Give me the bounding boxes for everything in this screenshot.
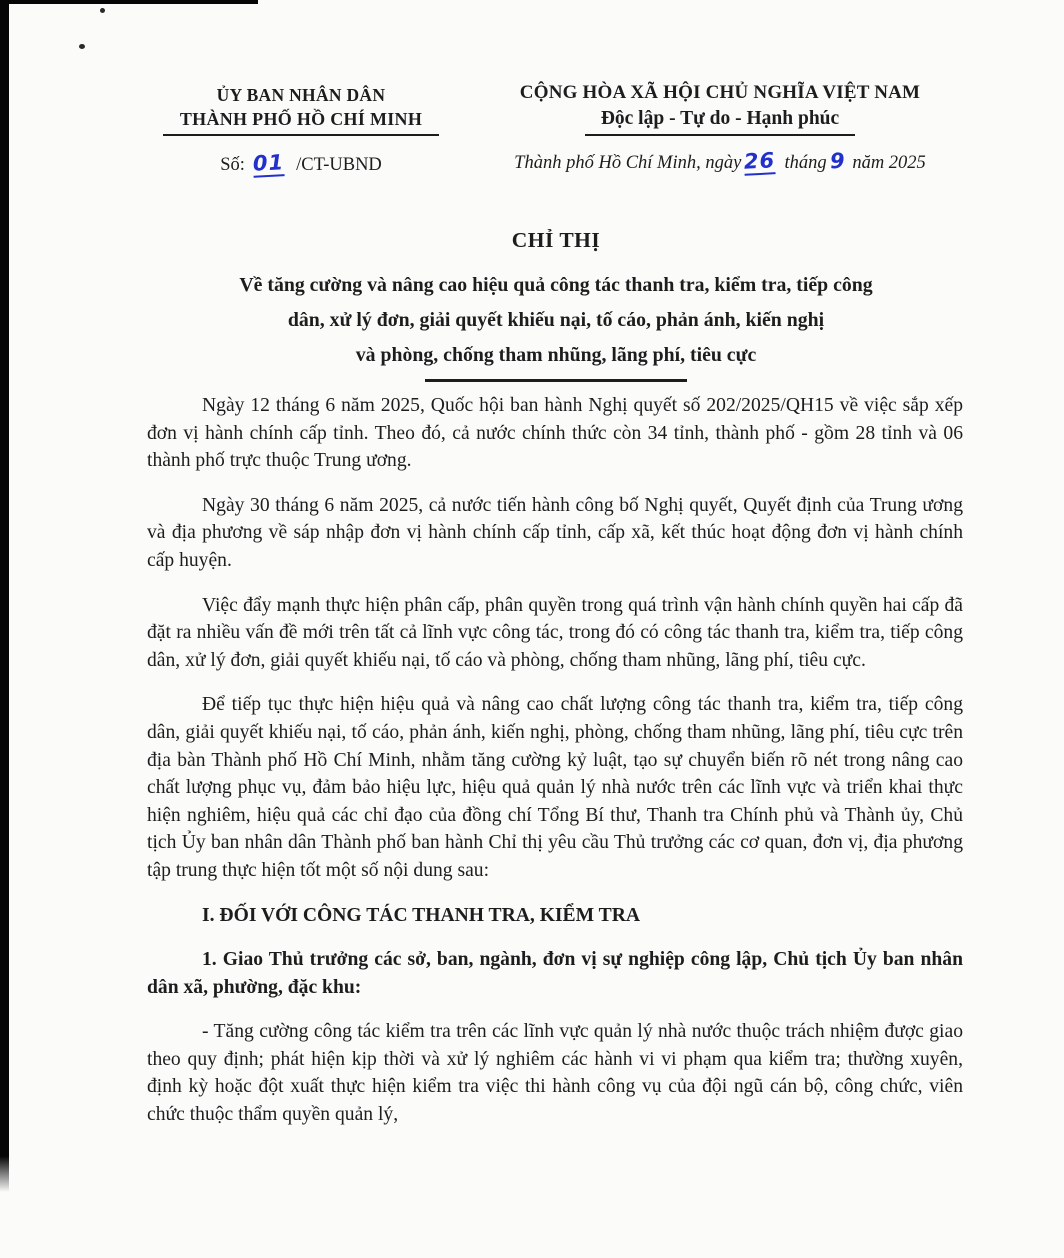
subject-line: dân, xử lý đơn, giải quyết khiếu nại, tố cáo, phản ánh, kiến nghị <box>287 309 825 331</box>
document-number-line <box>148 150 454 177</box>
issuer-underline <box>163 134 439 136</box>
motto-underline <box>585 134 855 136</box>
dateline-middle: tháng <box>784 153 827 173</box>
scan-edge-left <box>0 0 9 1192</box>
document-subject <box>147 268 965 373</box>
subject-line: Về tăng cường và nâng cao hiệu quả công tác thanh tra, kiểm tra, tiếp công <box>239 274 873 296</box>
paragraph: Việc đẩy mạnh thực hiện phân cấp, phân quyền trong quá trình vận hành chính quyền hai cấp đã đặt ra nhiều vấn đề mới trên tất cả lĩnh vực công tác, trong đó có công tác thanh tra, kiểm tra, tiếp công dân, xử lý đơn, giải quyết khiếu nại, tố cáo và phòng, chống tham nhũng, lãng phí, tiêu cực. <box>147 594 963 671</box>
place-date-line <box>468 148 972 175</box>
paragraph: Ngày 12 tháng 6 năm 2025, Quốc hội ban hành Nghị quyết số 202/2025/QH15 về việc sắp xếp đơn vị hành chính cấp tỉnh. Theo đó, cả nước chính thức còn 34 tỉnh, thành phố - gồm 28 tỉnh và 06 thành phố trực thuộc Trung ương. <box>147 395 963 472</box>
item-heading: 1. Giao Thủ trưởng các sở, ban, ngành, đơn vị sự nghiệp công lập, Chủ tịch Ủy ban nhân dân xã, phường, đặc khu: <box>147 949 963 998</box>
subject-line: và phòng, chống tham nhũng, lãng phí, tiêu cực <box>355 344 757 366</box>
title-underline <box>425 379 687 382</box>
document-number-label: Số: <box>220 155 245 175</box>
country-name: CỘNG HÒA XÃ HỘI CHỦ NGHĨA VIỆT NAM <box>519 82 921 103</box>
document-number-suffix: /CT-UBND <box>296 155 382 175</box>
paragraph: Để tiếp tục thực hiện hiệu quả và nâng cao chất lượng công tác thanh tra, kiểm tra, tiếp công dân, giải quyết khiếu nại, tố cáo, phản ánh, kiến nghị, phòng, chống tham nhũng, lãng phí, tiêu cực trên địa bàn Thành phố Hồ Chí Minh, nhằm tăng cường kỷ luật, tạo sự chuyển biến rõ nét trong nâng cao chất lượng phục vụ, đảm bảo hiệu lực, hiệu quả quản lý nhà nước trên các lĩnh vực và triển khai thực hiện nghiêm, hiệu quả các chỉ đạo của đồng chí Tổng Bí thư, Thanh tra Chính phủ và Thành ủy, Chủ tịch Ủy ban nhân dân Thành phố ban hành Chỉ thị yêu cầu Thủ trưởng các cơ quan, đơn vị, địa phương tập trung thực hiện tốt một số nội dung sau: <box>147 694 963 881</box>
title-block <box>147 228 965 382</box>
issuer-name-line1: ỦY BAN NHÂN DÂN <box>216 85 386 105</box>
document-number-handwritten: 01 <box>252 150 285 176</box>
document-body <box>147 392 963 1146</box>
scan-edge-top <box>0 0 258 4</box>
ink-speck <box>100 8 105 13</box>
ink-speck <box>79 44 85 49</box>
list-paragraph: - Tăng cường công tác kiểm tra trên các lĩnh vực quản lý nhà nước thuộc trách nhiệm được giao theo quy định; phát hiện kịp thời và xử lý nghiêm các hành vi vi phạm qua kiểm tra; thường xuyên, định kỳ hoặc đột xuất thực hiện kiểm tra việc thi hành công vụ của đội ngũ cán bộ, công chức, viên chức thuộc thẩm quyền quản lý, <box>147 1021 963 1126</box>
national-header-block <box>468 81 972 175</box>
issuer-block <box>148 84 454 177</box>
document-type-title: CHỈ THỊ <box>511 228 601 252</box>
issuer-name-line2: THÀNH PHỐ HỒ CHÍ MINH <box>179 109 423 129</box>
month-handwritten: 9 <box>829 148 846 174</box>
dateline-suffix: năm 2025 <box>852 153 926 173</box>
day-handwritten: 26 <box>743 148 777 174</box>
dateline-prefix: Thành phố Hồ Chí Minh, ngày <box>514 153 742 173</box>
paragraph: Ngày 30 tháng 6 năm 2025, cả nước tiến hành công bố Nghị quyết, Quyết định của Trung ương và địa phương về sáp nhập đơn vị hành chính cấp tỉnh, cấp xã, kết thúc hoạt động đơn vị hành chính cấp huyện. <box>147 494 963 571</box>
national-motto: Độc lập - Tự do - Hạnh phúc <box>600 108 840 129</box>
section-heading: I. ĐỐI VỚI CÔNG TÁC THANH TRA, KIỂM TRA <box>202 904 641 926</box>
